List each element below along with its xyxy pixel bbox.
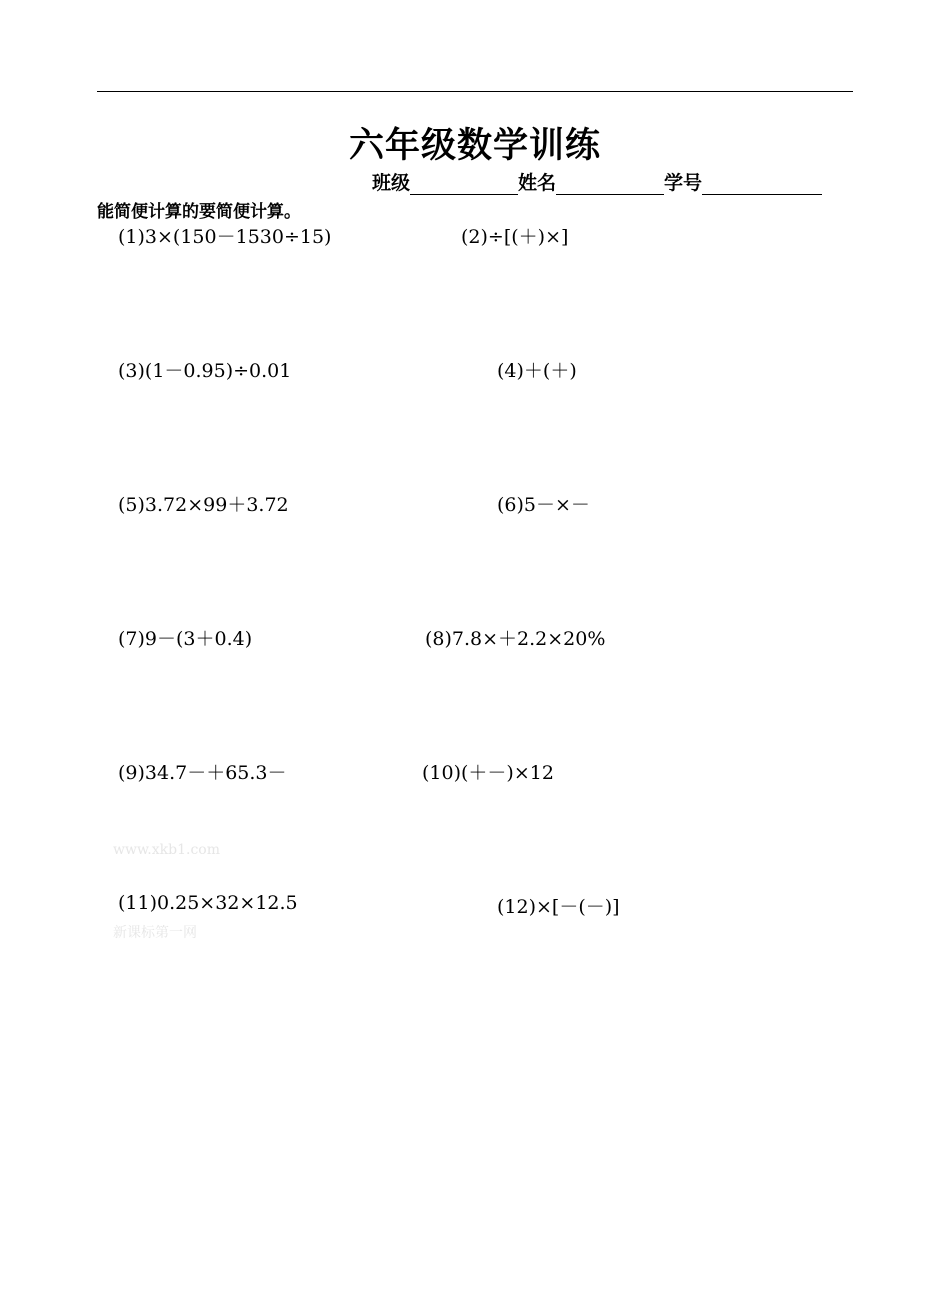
- problem-11: (11)0.25×32×12.5: [118, 892, 298, 914]
- instruction-text: 能简便计算的要简便计算。: [97, 202, 301, 222]
- problem-8: (8)7.8×＋2.2×20%: [425, 628, 606, 650]
- problem-4: (4)＋(＋): [497, 360, 577, 382]
- name-blank[interactable]: [556, 174, 664, 195]
- problem-12: (12)×[－(－)]: [497, 896, 620, 918]
- class-blank[interactable]: [410, 174, 518, 195]
- problem-6: (6)5－×－: [497, 494, 590, 516]
- problem-10: (10)(＋－)×12: [422, 762, 554, 784]
- name-label: 姓名: [518, 172, 557, 194]
- watermark-url: www.xkb1.com: [113, 842, 220, 858]
- id-label: 学号: [664, 172, 703, 194]
- problem-7: (7)9－(3＋0.4): [118, 628, 253, 650]
- problem-1: (1)3×(150－1530÷15): [118, 226, 332, 248]
- student-info-line: [372, 168, 822, 195]
- problem-5: (5)3.72×99＋3.72: [118, 494, 289, 516]
- problem-9: (9)34.7－＋65.3－: [118, 762, 287, 784]
- page-title: 六年级数学训练: [348, 126, 601, 166]
- problem-3: (3)(1－0.95)÷0.01: [118, 360, 292, 382]
- top-rule: [97, 91, 853, 92]
- class-label: 班级: [372, 172, 411, 194]
- id-blank[interactable]: [702, 174, 822, 195]
- problem-2: (2)÷[(＋)×]: [461, 226, 569, 248]
- watermark-site: 新课标第一网: [113, 925, 197, 941]
